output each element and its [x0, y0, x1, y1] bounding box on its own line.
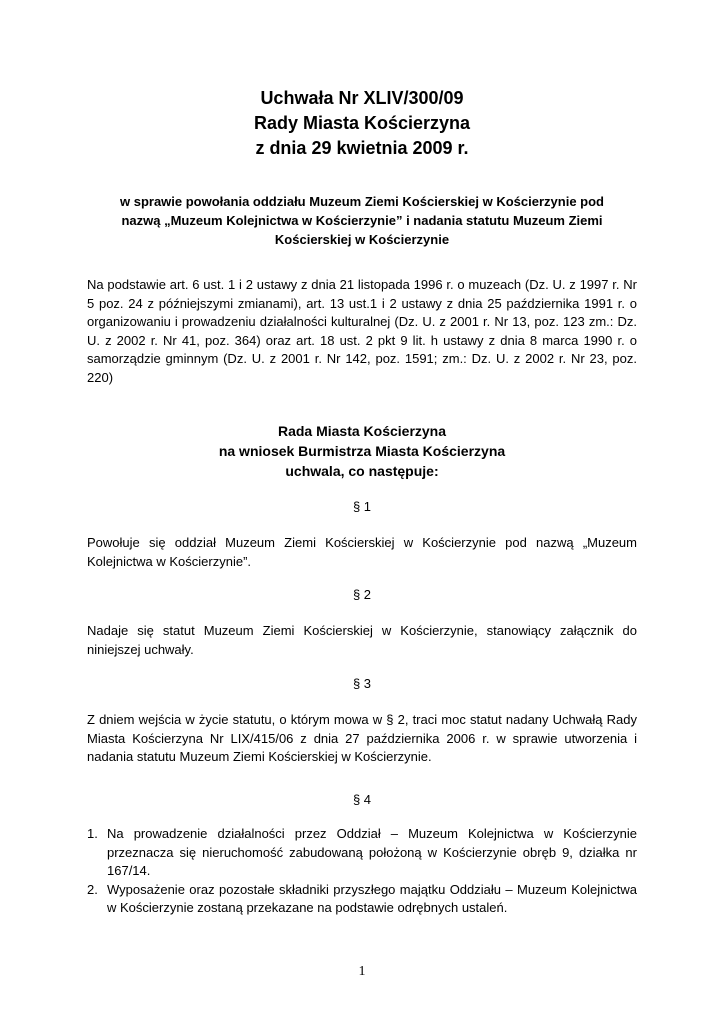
section-mark-3: § 3	[352, 676, 372, 691]
section-4-list	[87, 825, 637, 918]
resolving-body: Rada Miasta Kościerzyna	[277, 423, 447, 439]
list-item-text: Na prowadzenie działalności przez Oddział – Muzeum Kolejnictwa w Kościerzynie przeznacza się nieruchomość zabudowaną położoną w Kościerzynie obręb 9, działka nr 167/14.	[107, 826, 637, 878]
legal-basis: Na podstawie art. 6 ust. 1 i 2 ustawy z dnia 21 listopada 1996 r. o muzeach (Dz. U. z 1997 r. Nr 5 poz. 24 z późniejszymi zmianami), art. 13 ust.1 i 2 ustawy z dnia 25 października 1991 r. o organizowaniu i prowadzeniu działalności kulturalnej (Dz. U. z 2001 r. Nr 13, poz. 123 zm.: Dz. U. z 2002 r. Nr 41, poz. 364) oraz art. 18 ust. 2 pkt 9 lit. h ustawy z dnia 8 marca 1990 r. o samorządzie gminnym (Dz. U. z 2001 r. Nr 142, poz. 1591; zm.: Dz. U. z 2002 r. Nr 23, poz. 220)	[87, 277, 637, 385]
section-1-text: Powołuje się oddział Muzeum Ziemi Kościerskiej w Kościerzynie pod nazwą „Muzeum Kolejnictwa w Kościerzynie”.	[87, 535, 637, 569]
list-item	[87, 881, 637, 918]
section-mark-1: § 1	[352, 499, 372, 514]
list-item-number: 1.	[87, 826, 98, 841]
section-mark-2: § 2	[352, 587, 372, 602]
resolution-subject: w sprawie powołania oddziału Muzeum Ziemi Kościerskiej w Kościerzynie pod nazwą „Muzeum Kolejnictwa w Kościerzynie” i nadania statutu Muzeum Ziemi Kościerskiej w Kościerzynie	[119, 194, 604, 247]
page-number: 1	[358, 964, 366, 979]
motion-by: na wniosek Burmistrza Miasta Kościerzyna	[218, 443, 506, 459]
section-3-text: Z dniem wejścia w życie statutu, o którym mowa w § 2, traci moc statut nadany Uchwałą Rady Miasta Kościerzyna Nr LIX/415/06 z dnia 27 października 2006 r. w sprawie utworzenia i nadania statutu Muzeum Ziemi Kościerskiej w Kościerzynie.	[87, 712, 637, 764]
section-mark-4: § 4	[352, 792, 372, 807]
resolution-date: z dnia 29 kwietnia 2009 r.	[255, 138, 469, 158]
list-item	[87, 825, 637, 881]
council-name: Rady Miasta Kościerzyna	[253, 113, 471, 133]
list-item-text: Wyposażenie oraz pozostałe składniki przyszłego majątku Oddziału – Muzeum Kolejnictwa w Kościerzynie zostaną przekazane na podstawie odrębnych ustaleń.	[107, 881, 637, 915]
section-2-text: Nadaje się statut Muzeum Ziemi Kościerskiej w Kościerzynie, stanowiący załącznik do niniejszej uchwały.	[87, 623, 637, 657]
list-item-number: 2.	[87, 881, 98, 897]
resolves-phrase: uchwala, co następuje:	[285, 463, 439, 479]
resolution-number: Uchwała Nr XLIV/300/09	[260, 88, 464, 108]
